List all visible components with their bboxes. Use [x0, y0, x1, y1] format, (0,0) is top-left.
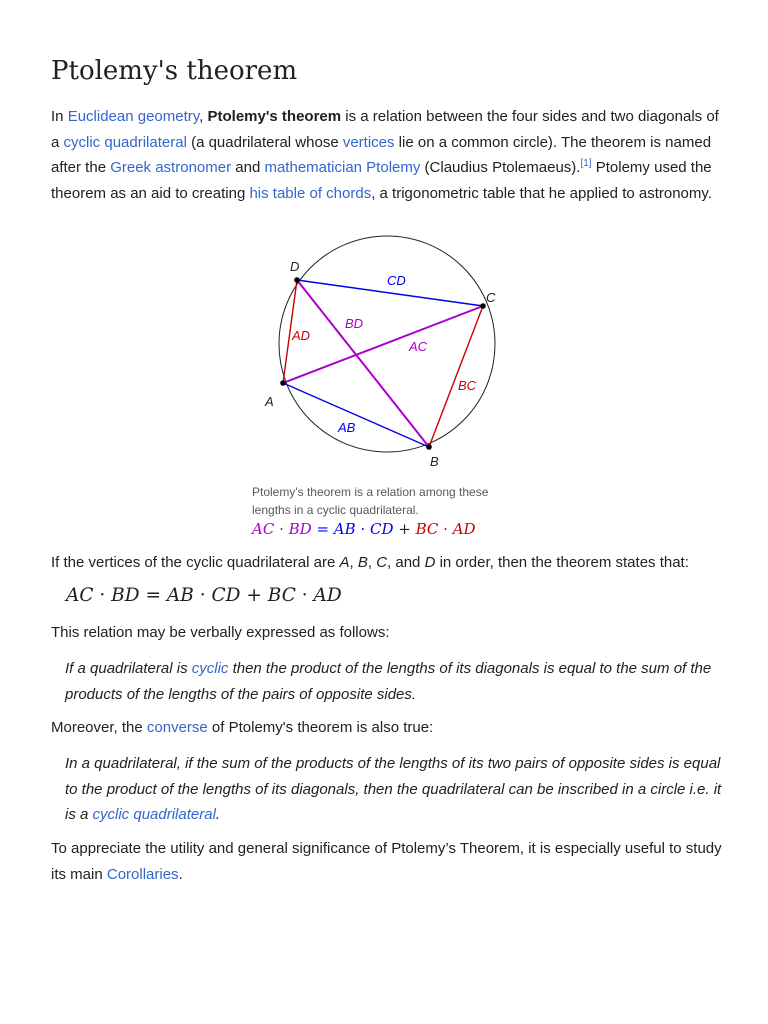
intro-text: (a quadrilateral whose — [186, 133, 343, 151]
vertex-a — [280, 380, 286, 386]
verbal-paragraph: This relation may be verbally expressed as follows: — [51, 624, 390, 641]
math-var-c: C — [376, 554, 388, 571]
intro-text: (Claudius Ptolemaeus). — [420, 159, 581, 176]
converse-paragraph — [51, 715, 731, 741]
caption-equation — [252, 520, 476, 538]
link-vertices[interactable]: vertices — [342, 133, 395, 151]
math-var-a: A — [339, 554, 350, 571]
vertices-paragraph — [51, 550, 731, 576]
link-table-of-chords[interactable]: his table of chords — [249, 184, 372, 202]
intro-text: In — [51, 108, 68, 125]
paragraph-text: To appreciate the utility and general significance of Ptolemy’s Theorem, it is especially useful to study its main — [51, 840, 722, 883]
caption-math-bc: BC — [415, 520, 439, 538]
intro-paragraph — [51, 104, 731, 206]
caption-math-ab: AB — [333, 520, 356, 538]
link-greek-astronomer[interactable]: Greek astronomer — [110, 159, 232, 176]
quote-text: If a quadrilateral is — [65, 660, 192, 677]
caption-math-dot: · — [355, 520, 370, 538]
intro-text: is a relation between the four sides and two diagonals of a — [51, 108, 719, 151]
diagonal-bd — [297, 280, 429, 447]
quote-text: In a quadrilateral, if the sum of the products of the lengths of its two pairs of opposite sides is equal to the product of the lengths of its diagonals, then the quadrilateral can be inscribed in a circle i.e. it is a — [65, 755, 722, 823]
caption-math-equals: = — [311, 520, 334, 538]
intro-text: lie on a common circle). The theorem is named after the — [51, 133, 712, 176]
caption-math-dot: · — [274, 520, 289, 538]
paragraph-text: . — [178, 865, 183, 883]
label-vertex-b: B — [430, 454, 439, 469]
caption-math-ac: AC — [252, 520, 275, 538]
intro-text: and — [231, 159, 265, 176]
paragraph-text: in order, then the theorem states that: — [435, 554, 689, 571]
figure-caption: Ptolemy's theorem is a relation among these lengths in a cyclic quadrilateral. — [252, 485, 489, 517]
equation-ad: AD — [313, 585, 342, 606]
label-side-bc: BC — [458, 378, 477, 393]
page-title: Ptolemy's theorem — [51, 56, 298, 86]
equation-dot: · — [193, 585, 212, 606]
paragraph-text: of Ptolemy's theorem is also true: — [207, 719, 434, 736]
blockquote-converse — [65, 751, 725, 828]
label-side-ab: AB — [338, 420, 356, 435]
vertex-c — [480, 303, 486, 309]
label-diagonal-bd: BD — [345, 316, 364, 331]
equation-dot: · — [295, 585, 314, 606]
side-ab — [283, 383, 429, 447]
label-side-ad: AD — [292, 328, 311, 343]
equation-ac: AC — [66, 585, 94, 606]
label-vertex-c: C — [486, 290, 496, 305]
intro-text: , — [199, 108, 208, 125]
ptolemy-equation — [66, 585, 342, 606]
label-diagonal-ac: AC — [409, 339, 428, 354]
link-euclidean-geometry[interactable]: Euclidean geometry — [67, 108, 200, 125]
equation-cd: CD — [211, 585, 241, 606]
paragraph-text: If the vertices of the cyclic quadrilateral are — [51, 554, 340, 571]
math-var-d: D — [424, 554, 436, 571]
link-cyclic-quadrilateral-2[interactable]: cyclic quadrilateral — [92, 806, 216, 823]
equation-dot: · — [93, 585, 112, 606]
side-bc — [429, 306, 483, 447]
quote-text: . — [215, 806, 221, 823]
vertex-b — [426, 444, 432, 450]
equation-ab: AB — [166, 585, 194, 606]
intro-text: Ptolemy used the theorem as an aid to creating — [51, 159, 712, 202]
corollaries-paragraph — [51, 836, 731, 887]
caption-math-plus: + — [393, 520, 416, 538]
cyclic-quadrilateral-diagram — [252, 222, 522, 482]
link-cyclic-quadrilateral[interactable]: cyclic quadrilateral — [63, 133, 187, 151]
caption-math-dot: · — [438, 520, 453, 538]
quote-text: then the product of the lengths of its diagonals is equal to the sum of the products of the lengths of the pairs of opposite sides. — [65, 660, 712, 703]
intro-text: , a trigonometric table that he applied to astronomy. — [371, 184, 712, 202]
equation-equals: = — [139, 585, 167, 606]
math-var-b: B — [357, 554, 368, 571]
equation-bc: BC — [267, 585, 296, 606]
link-converse[interactable]: converse — [146, 719, 208, 736]
label-vertex-a: A — [265, 394, 274, 409]
link-corollaries[interactable]: Corollaries — [106, 865, 179, 883]
paragraph-text: , and — [387, 554, 425, 571]
paragraph-text: , — [367, 554, 377, 571]
label-side-cd: CD — [387, 273, 406, 288]
caption-math-ad: AD — [452, 520, 476, 538]
paragraph-text: Moreover, the — [51, 719, 147, 736]
caption-math-bd: BD — [288, 520, 312, 538]
link-mathematician-ptolemy[interactable]: mathematician Ptolemy — [264, 159, 421, 176]
reference-link[interactable]: [1] — [580, 158, 592, 169]
link-cyclic[interactable]: cyclic — [191, 660, 229, 677]
bold-term: Ptolemy's theorem — [207, 108, 342, 125]
caption-math-cd: CD — [369, 520, 394, 538]
vertex-d — [294, 277, 300, 283]
label-vertex-d: D — [290, 259, 300, 274]
diagonal-ac — [283, 306, 483, 383]
equation-bd: BD — [111, 585, 140, 606]
paragraph-text: , — [349, 554, 358, 571]
equation-plus: + — [240, 585, 268, 606]
blockquote-cyclic — [65, 656, 725, 707]
